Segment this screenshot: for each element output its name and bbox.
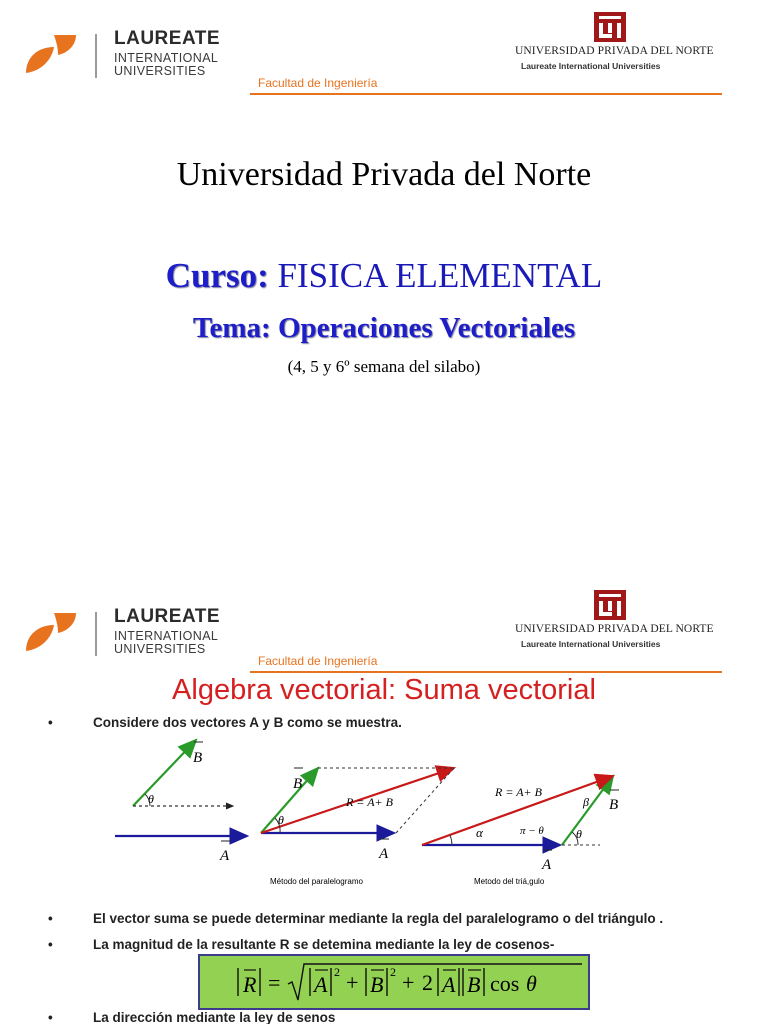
topic-heading: Tema: Operaciones Vectoriales: [192, 312, 576, 344]
svg-text:+: +: [402, 970, 415, 995]
resultant-equation: R = A+ B: [346, 795, 393, 809]
theta-label: θ: [148, 792, 154, 806]
vector-b-label: B: [293, 776, 303, 792]
law-of-cosines-formula: [198, 954, 590, 1010]
theta-label: θ: [576, 827, 582, 841]
formula-b: B: [467, 972, 481, 997]
laureate-leaf-logo: [24, 33, 84, 77]
upn-name: UNIVERSIDAD PRIVADA DEL NORTE: [515, 45, 714, 57]
vector-b-arrow: [133, 740, 196, 806]
vector-b-label: B: [609, 797, 619, 813]
parallelogram-method: [261, 768, 454, 886]
header-divider: [95, 34, 97, 78]
bullet-dot: •: [48, 1010, 53, 1024]
resultant-equation: R = A+ B: [495, 785, 542, 799]
header-rule: [250, 671, 722, 673]
theta-label: θ: [278, 813, 284, 827]
bullet-dot: •: [48, 937, 53, 952]
course-label: Curso:: [165, 256, 269, 295]
laureate-subline-1: INTERNATIONAL: [114, 51, 219, 65]
triangle-method: [422, 776, 619, 886]
header-divider: [95, 612, 97, 656]
vector-a-label: A: [220, 848, 230, 864]
formula-exponent: 2: [390, 965, 396, 979]
laureate-subline-1: INTERNATIONAL: [114, 629, 219, 643]
formula-r: R: [243, 972, 257, 997]
laureate-leaf-logo: [24, 611, 84, 655]
formula-theta: θ: [526, 971, 537, 996]
vector-b-label: B: [193, 750, 203, 766]
course-heading: [0, 256, 768, 296]
formula-b: B: [370, 972, 384, 997]
formula-graphic: [200, 956, 588, 1008]
upn-name: UNIVERSIDAD PRIVADA DEL NORTE: [515, 623, 714, 635]
bullet-text: La magnitud de la resultante R se detemina mediante la ley de cosenos-: [93, 937, 555, 952]
formula-cos: cos: [490, 971, 520, 996]
upn-subtitle: Laureate International Universities: [521, 61, 661, 71]
upn-logo-icon: [594, 590, 626, 620]
svg-text:=: =: [268, 970, 281, 995]
faculty-label: Facultad de Ingeniería: [258, 76, 378, 90]
slide-title: Algebra vectorial: Suma vectorial: [172, 674, 596, 706]
slide-header: [0, 578, 768, 670]
alpha-arc: [450, 835, 452, 845]
separate-vectors: [115, 740, 247, 864]
upn-logo-icon: [594, 12, 626, 42]
weeks-note: (4, 5 y 6º semana del silabo): [287, 357, 481, 376]
pi-minus-theta-label: π − θ: [520, 825, 544, 837]
vector-sum-diagram: [100, 732, 660, 890]
laureate-wordmark: LAUREATE: [114, 28, 221, 49]
course-name: FISICA ELEMENTAL: [277, 256, 603, 295]
laureate-wordmark: LAUREATE: [114, 606, 221, 627]
bullet-text: El vector suma se puede determinar mediante la regla del paralelogramo o del triángulo .: [93, 911, 664, 926]
svg-text:+: +: [346, 970, 359, 995]
faculty-label: Facultad de Ingeniería: [258, 654, 378, 668]
formula-a: A: [314, 972, 328, 997]
bullet-dot: •: [48, 715, 53, 730]
upn-subtitle: Laureate International Universities: [521, 639, 661, 649]
header-rule: [250, 93, 722, 95]
bullet-text: Considere dos vectores A y B como se muestra.: [93, 715, 402, 730]
bullet-text: La dirección mediante la ley de senos: [93, 1010, 336, 1024]
university-title: Universidad Privada del Norte: [176, 156, 592, 193]
parallelogram-caption: Método del paralelogramo: [270, 877, 363, 886]
slide-header: [0, 0, 768, 92]
vector-a-label: A: [379, 846, 389, 862]
triangle-caption: Metodo del triá,gulo: [474, 877, 545, 886]
vector-a-label: A: [542, 857, 552, 873]
alpha-label: α: [476, 825, 483, 840]
bullet-dot: •: [48, 911, 53, 926]
laureate-subline-2: UNIVERSITIES: [114, 64, 206, 78]
beta-label: β: [583, 795, 589, 809]
formula-coefficient: 2: [422, 970, 433, 995]
formula-exponent: 2: [334, 965, 340, 979]
vector-sum-slide: [0, 578, 768, 1024]
laureate-subline-2: UNIVERSITIES: [114, 642, 206, 656]
formula-a: A: [442, 972, 456, 997]
